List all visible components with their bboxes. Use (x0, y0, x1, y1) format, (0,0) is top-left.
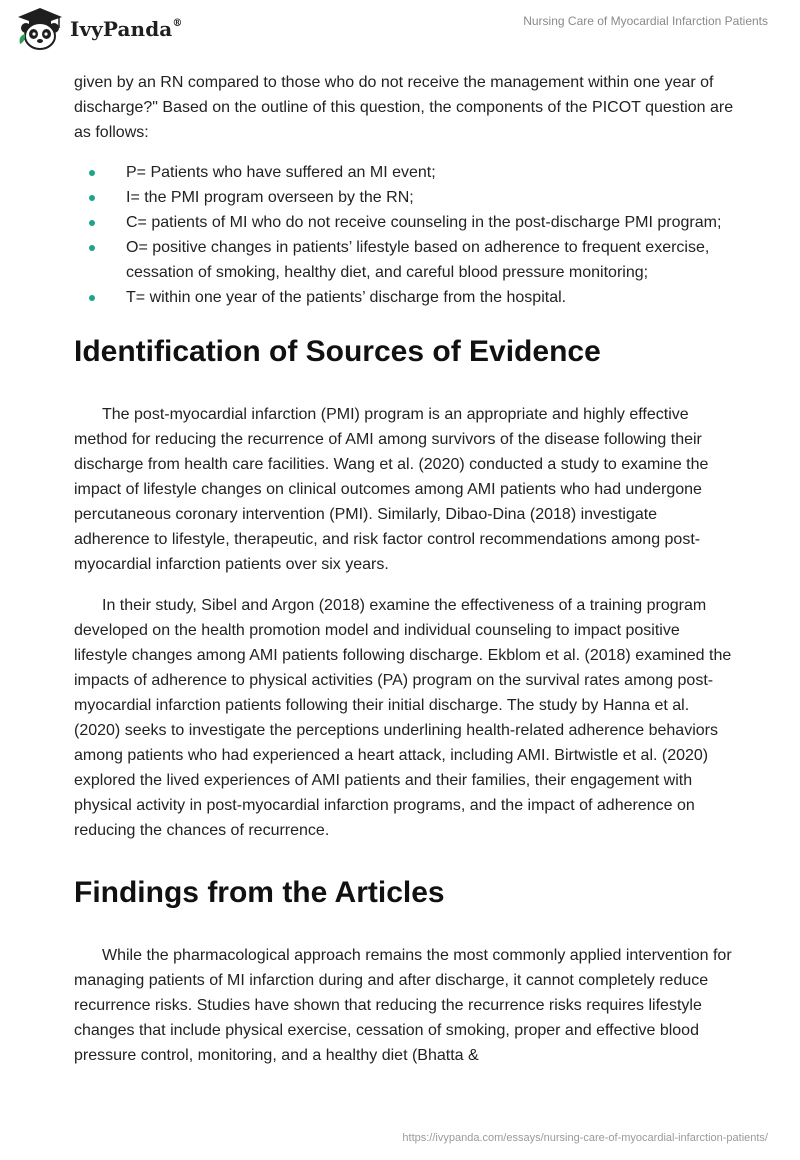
registered-mark: ® (172, 18, 183, 30)
list-item: P= Patients who have suffered an MI event; (74, 160, 734, 185)
picot-list (74, 160, 734, 310)
list-item: I= the PMI program overseen by the RN; (74, 185, 734, 210)
bullet-dot-icon (89, 170, 95, 176)
list-item: T= within one year of the patients’ discharge from the hospital. (74, 285, 734, 310)
bullet-dot-icon (89, 220, 95, 226)
bullet-dot-icon (89, 245, 95, 251)
brand-name: IvyPanda® (70, 17, 183, 41)
bullet-dot-icon (89, 295, 95, 301)
essay-content (74, 70, 734, 1084)
list-item: O= positive changes in patients’ lifestyle based on adherence to frequent exercise, cessation of smoking, healthy diet, and careful blood pressure monitoring; (74, 235, 734, 285)
section-heading-sources: Identification of Sources of Evidence (74, 335, 601, 368)
body-paragraph: In their study, Sibel and Argon (2018) examine the effectiveness of a training program developed on the health promotion model and individual counseling to impact positive lifestyle changes among AMI patients following discharge. Ekblom et al. (2018) examined the impacts of adherence to physical activities (PA) program on the survival rates among post-myocardial infarction patients following their initial discharge. The study by Hanna et al. (2020) seeks to investigate the perceptions underlining health-related adherence behaviors among patients who had experienced a heart attack, including AMI. Birtwistle et al. (2020) explored the lived experiences of AMI patients and their families, their engagement with physical activity in post-myocardial infarction programs, and the impact of adherence on reducing the chances of recurrence. (74, 597, 732, 839)
document-title: Nursing Care of Myocardial Infarction Patients (523, 14, 768, 28)
section-heading-findings: Findings from the Articles (74, 876, 445, 909)
intro-paragraph: given by an RN compared to those who do not receive the management within one year of discharge?" Based on the outline of this question, the components of the PICOT question are as follows: (74, 74, 734, 141)
page-header (0, 0, 800, 64)
source-url-link[interactable]: https://ivypanda.com/essays/nursing-care-of-myocardial-infarction-patients/ (402, 1132, 768, 1144)
body-paragraph: The post-myocardial infarction (PMI) program is an appropriate and highly effective method for reducing the recurrence of AMI among survivors of the disease following their discharge from health care facilities. Wang et al. (2020) conducted a study to examine the impact of lifestyle changes on clinical outcomes among AMI patients who had undergone percutaneous coronary intervention (PMI). Similarly, Dibao-Dina (2018) investigate adherence to lifestyle, therapeutic, and risk factor control recommendations among post-myocardial infarction patients over six years. (74, 406, 709, 573)
list-item: C= patients of MI who do not receive counseling in the post-discharge PMI program; (74, 210, 734, 235)
ivypanda-logo[interactable] (16, 6, 182, 52)
panda-graduate-icon (16, 6, 64, 52)
body-paragraph: While the pharmacological approach remains the most commonly applied intervention for managing patients of MI infarction during and after discharge, it cannot completely reduce recurrence risks. Studies have shown that reducing the recurrence risks requires lifestyle changes that include physical exercise, cessation of smoking, proper and effective blood pressure control, monitoring, and a healthy diet (Bhatta & (74, 947, 732, 1064)
bullet-dot-icon (89, 195, 95, 201)
